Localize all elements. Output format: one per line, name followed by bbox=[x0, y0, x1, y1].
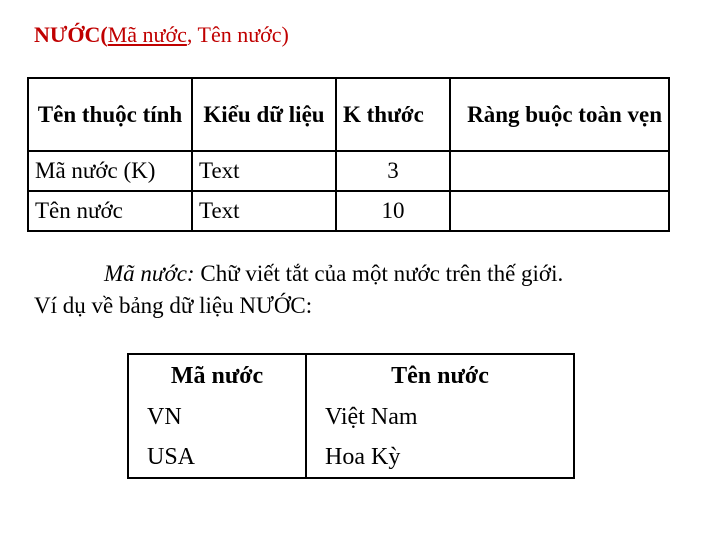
header-constraint: Ràng buộc toàn vẹn bbox=[450, 78, 669, 151]
description-line bbox=[34, 258, 694, 290]
cell-country-code: USA bbox=[128, 437, 306, 478]
cell-country-name: Hoa Kỳ bbox=[306, 437, 574, 478]
cell-size: 3 bbox=[336, 151, 450, 191]
cell-attribute-name: Tên nước bbox=[28, 191, 192, 231]
description-paragraph bbox=[34, 258, 694, 322]
header-size: K thước bbox=[336, 78, 450, 151]
description-term: Mã nước: bbox=[104, 261, 195, 286]
title-separator: , bbox=[186, 22, 198, 47]
example-caption: Ví dụ về bảng dữ liệu NƯỚC: bbox=[34, 293, 313, 318]
primary-key-attribute: Mã nước bbox=[107, 22, 187, 47]
title-close-paren: ) bbox=[281, 22, 289, 47]
cell-country-name: Việt Nam bbox=[306, 397, 574, 437]
table-row bbox=[28, 191, 669, 231]
table-row bbox=[28, 151, 669, 191]
example-data-table bbox=[127, 353, 575, 479]
cell-size: 10 bbox=[336, 191, 450, 231]
table-row bbox=[128, 397, 574, 437]
cell-data-type: Text bbox=[192, 151, 336, 191]
cell-constraint bbox=[450, 191, 669, 231]
attribute-name: Tên nước bbox=[197, 22, 282, 47]
header-country-name: Tên nước bbox=[306, 354, 574, 397]
header-data-type: Kiểu dữ liệu bbox=[192, 78, 336, 151]
cell-constraint bbox=[450, 151, 669, 191]
page-title bbox=[34, 20, 289, 50]
attribute-table bbox=[27, 77, 670, 232]
description-text: Chữ viết tắt của một nước trên thế giới. bbox=[194, 261, 564, 286]
cell-country-code: VN bbox=[128, 397, 306, 437]
header-country-code: Mã nước bbox=[128, 354, 306, 397]
attribute-table-header-row bbox=[28, 78, 669, 151]
example-table-header-row bbox=[128, 354, 574, 397]
table-name: NƯỚC bbox=[34, 22, 101, 47]
table-row bbox=[128, 437, 574, 478]
cell-attribute-name: Mã nước (K) bbox=[28, 151, 192, 191]
title-open-paren: ( bbox=[100, 22, 108, 47]
header-attribute-name: Tên thuộc tính bbox=[28, 78, 192, 151]
cell-data-type: Text bbox=[192, 191, 336, 231]
